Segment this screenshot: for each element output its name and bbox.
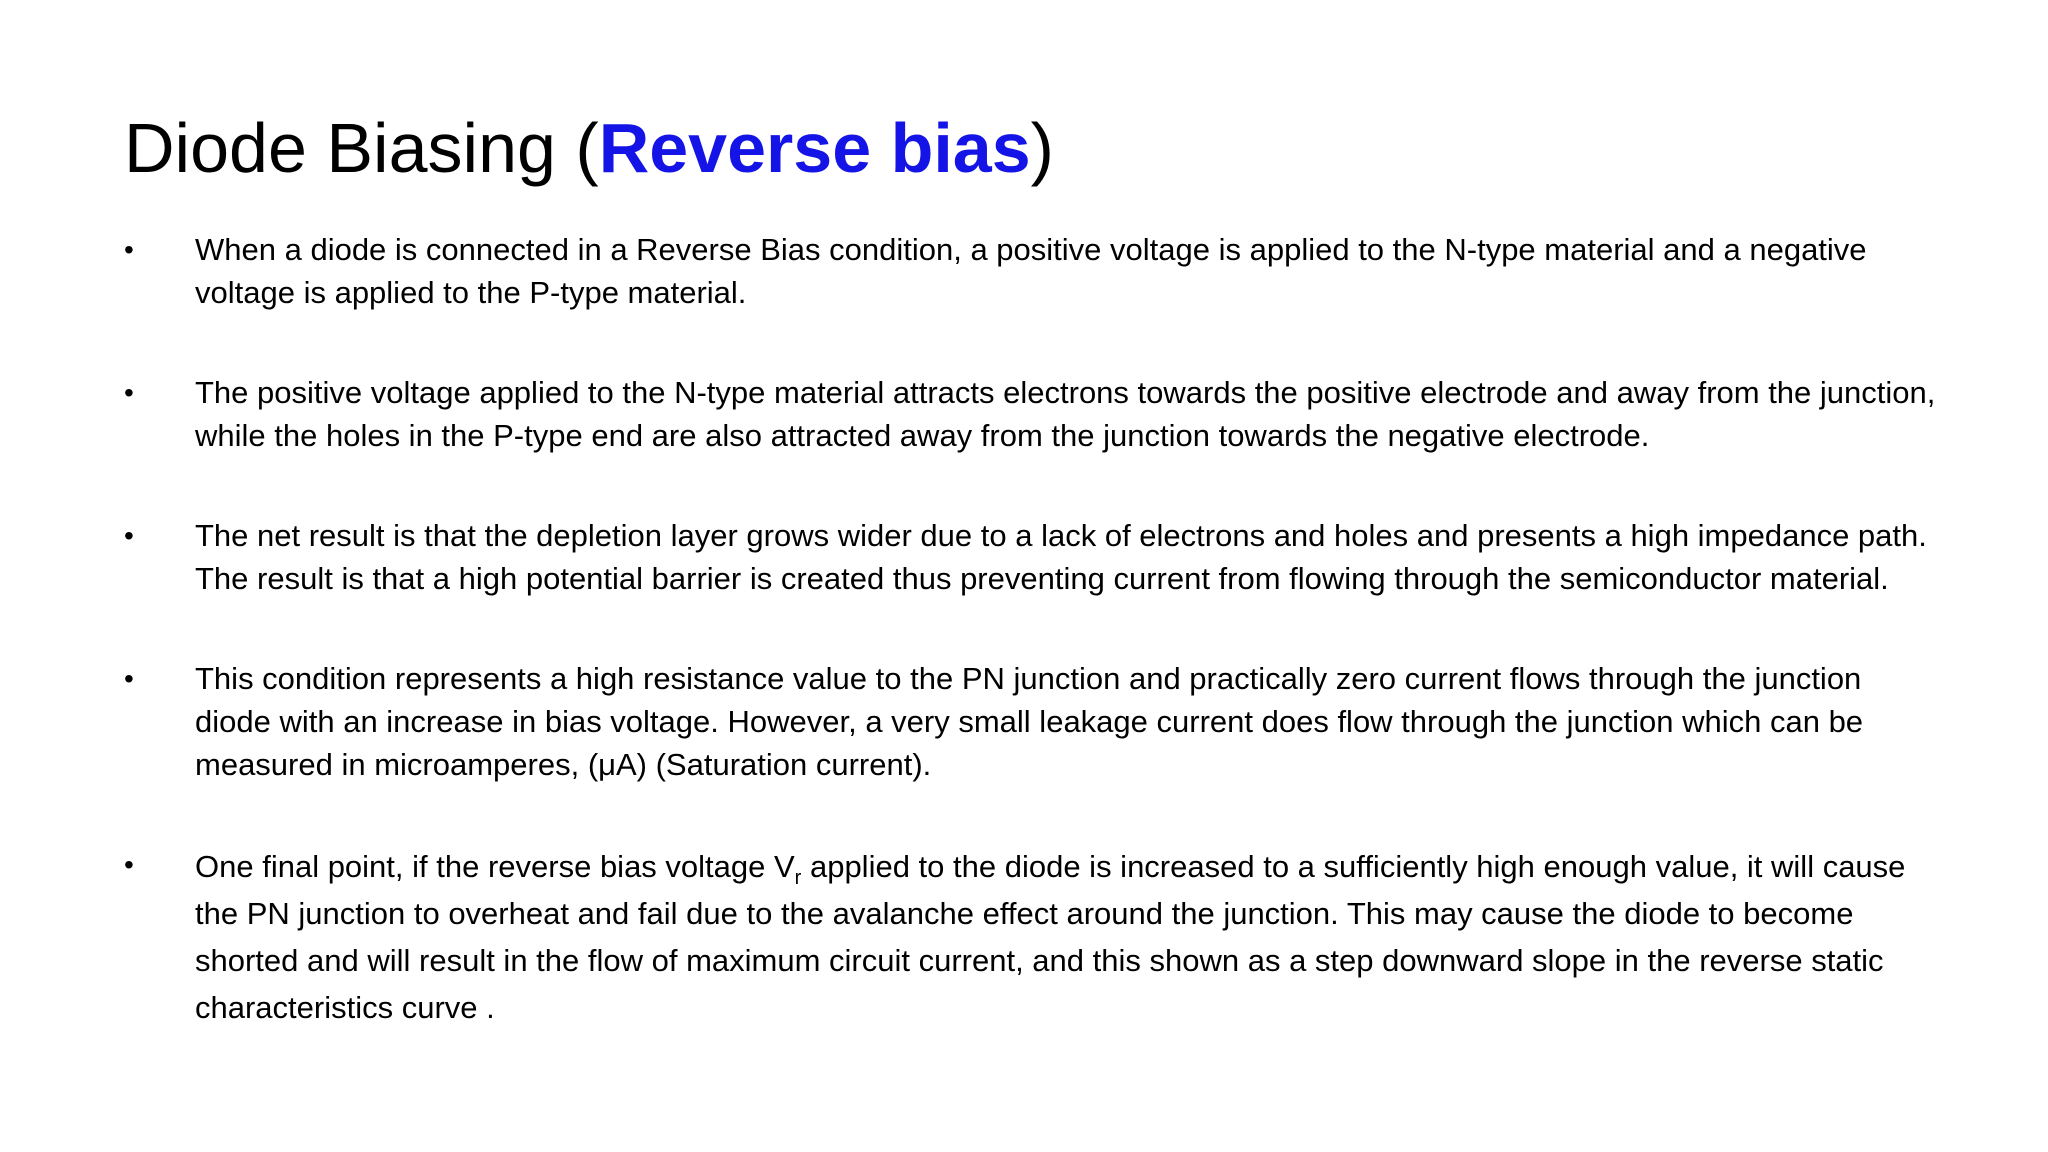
bullet-text: The net result is that the depletion layer grows wider due to a lack of electrons and holes and presents a high impedance path. The result is that a high potential barrier is created thus preventing current from flowing through the semiconductor material.: [195, 518, 1927, 596]
title-prefix: Diode Biasing (: [124, 109, 599, 187]
bullet-text-before: One final point, if the reverse bias voltage V: [195, 849, 795, 884]
title-accent: Reverse bias: [598, 109, 1031, 187]
slide-title: [124, 104, 1054, 192]
bullet-item: [124, 228, 1944, 314]
bullet-dot-icon: •: [124, 234, 134, 265]
bullet-dot-icon: •: [124, 377, 134, 408]
bullet-dot-icon: •: [124, 520, 134, 551]
bullet-list: [124, 228, 1944, 1031]
bullet-item: [124, 371, 1944, 457]
bullet-text: When a diode is connected in a Reverse Bias condition, a positive voltage is applied to the N-type material and a negative voltage is applied to the P-type material.: [195, 232, 1867, 310]
bullet-dot-icon: •: [124, 849, 134, 880]
bullet-text-after: applied to the diode is increased to a sufficiently high enough value, it will cause the PN junction to overheat and fail due to the avalanche effect around the junction. This may cause the diode to become shorted and will result in the flow of maximum circuit current, and this shown as a step downward slope in the reverse static characteristics curve .: [195, 849, 1906, 1025]
bullet-text: This condition represents a high resistance value to the PN junction and practically zero current flows through the junction diode with an increase in bias voltage. However, a very small leakage current does flow through the junction which can be measured in microamperes, (μA) (Saturation current).: [195, 661, 1864, 782]
bullet-item: [124, 657, 1944, 786]
bullet-text: [195, 843, 1944, 1031]
bullet-item: [124, 514, 1944, 600]
title-suffix: ): [1030, 109, 1054, 187]
bullet-dot-icon: •: [124, 663, 134, 694]
bullet-item: [124, 843, 1944, 1031]
voltage-subscript: r: [794, 867, 802, 890]
bullet-text: The positive voltage applied to the N-type material attracts electrons towards the positive electrode and away from the junction, while the holes in the P-type end are also attracted away from the junction towards the negative electrode.: [195, 375, 1936, 453]
